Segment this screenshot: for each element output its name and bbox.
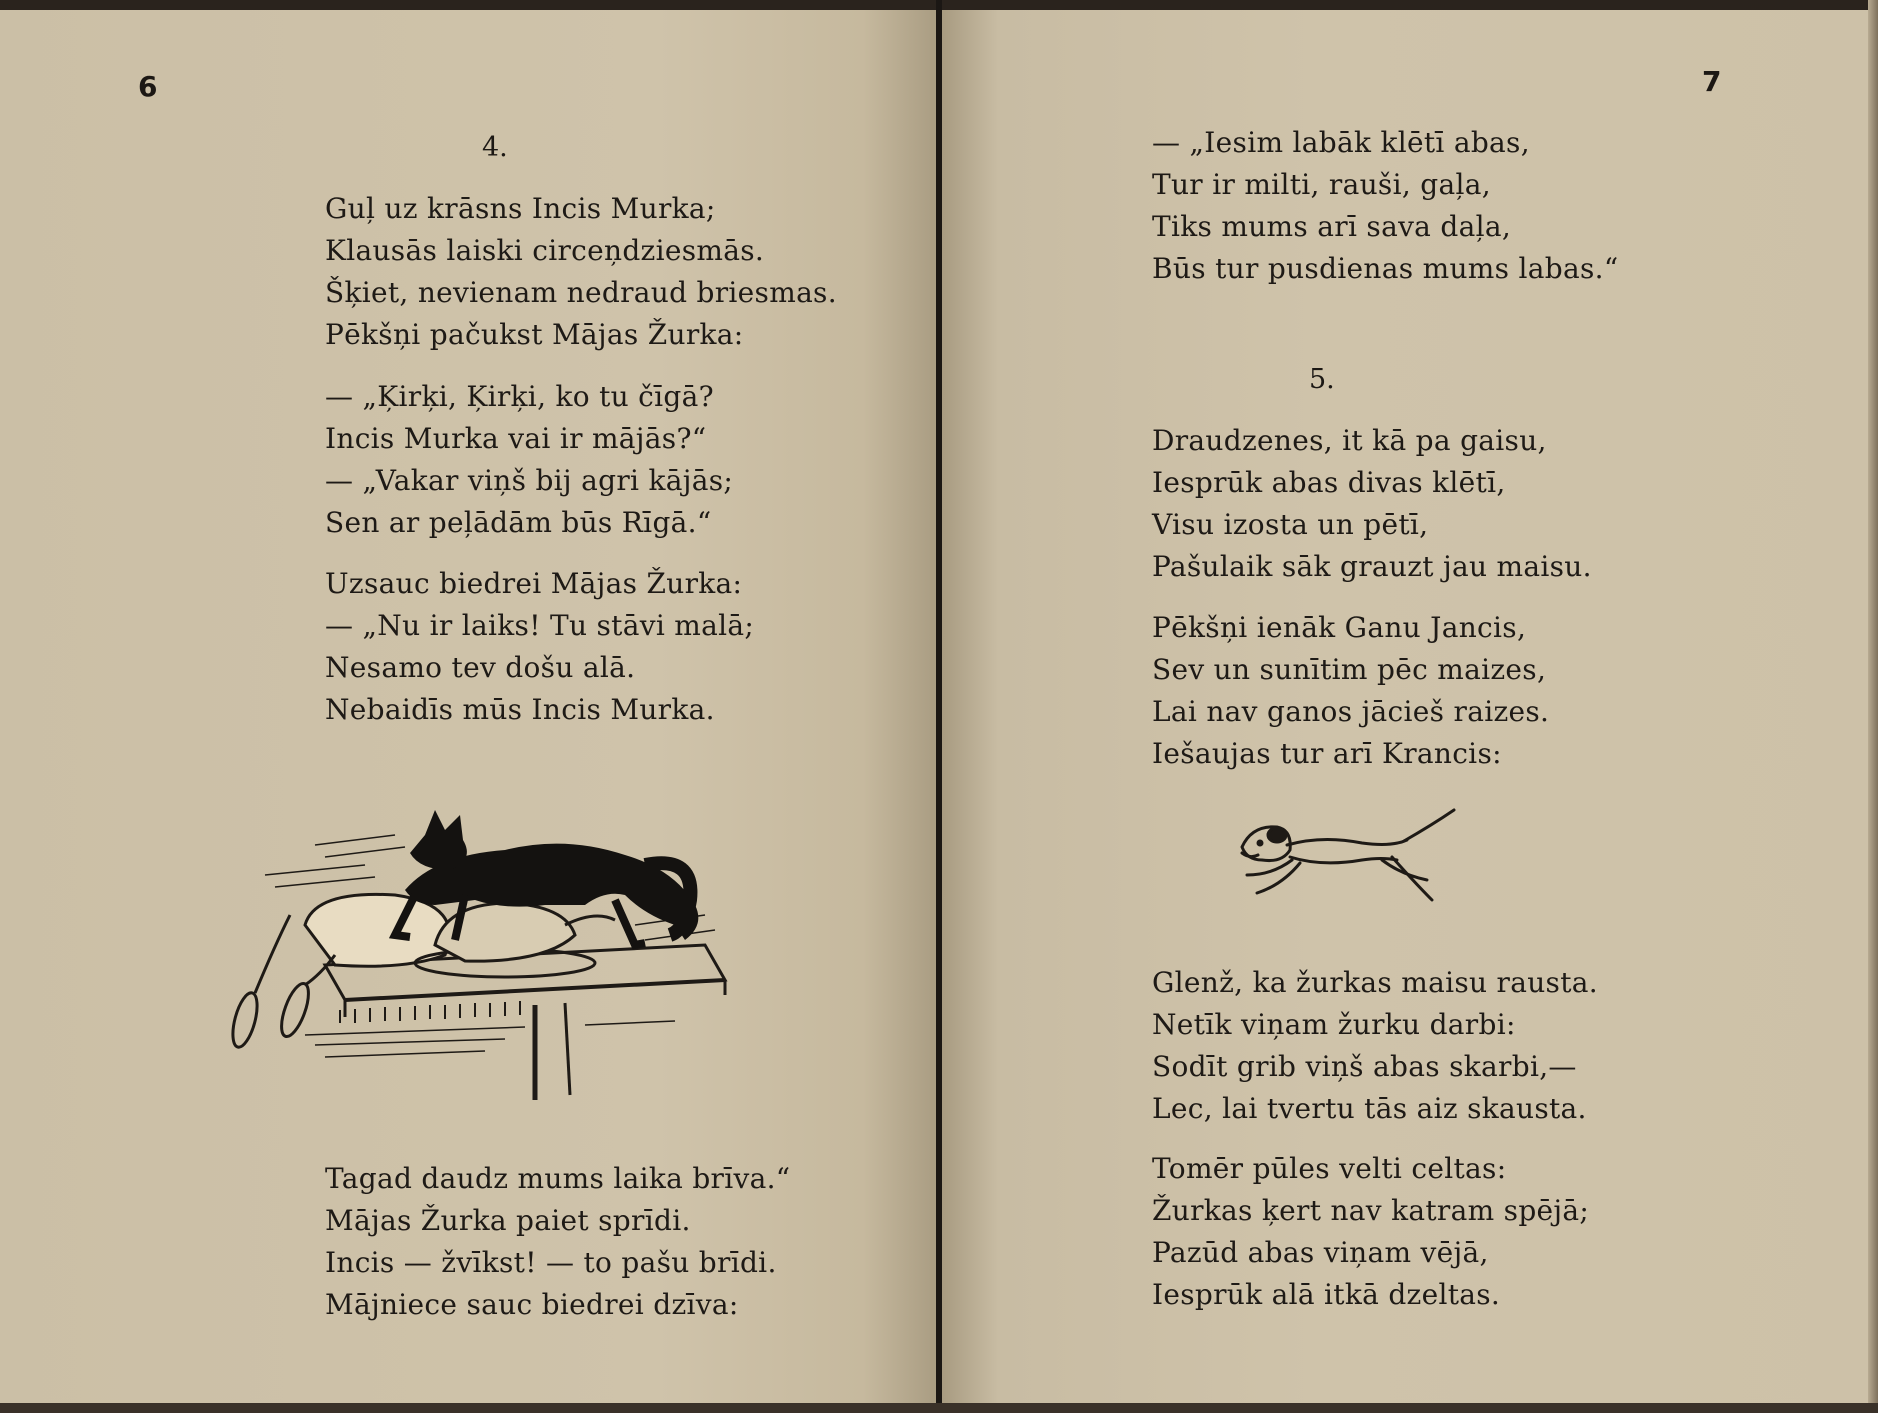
verse-line: Tagad daudz mums laika brīva.“	[325, 1162, 791, 1195]
stanza-left-2	[325, 376, 733, 544]
verse-line: Pēkšņi pačukst Mājas Žurka:	[325, 318, 744, 351]
stanza-right-1	[1152, 122, 1618, 290]
verse-line: Lec, lai tvertu tās aiz skausta.	[1152, 1092, 1587, 1125]
page-number-left: 6	[138, 70, 158, 103]
verse-line: Sen ar peļādām būs Rīgā.“	[325, 506, 712, 539]
verse-line: Mājniece sauc biedrei dzīva:	[325, 1288, 739, 1321]
verse-line: Iesprūk abas divas klētī,	[1152, 466, 1506, 499]
verse-line: Guļ uz krāsns Incis Murka;	[325, 192, 716, 225]
top-edge	[942, 0, 1878, 10]
verse-line: Pazūd abas viņam vējā,	[1152, 1236, 1489, 1269]
verse-line: Incis Murka vai ir mājās?“	[325, 422, 707, 455]
running-dog-icon	[1232, 805, 1462, 915]
verse-line: Sev un sunītim pēc maizes,	[1152, 653, 1547, 686]
verse-line: Žurkas ķert nav katram spējā;	[1152, 1194, 1590, 1227]
verse-line: — „Vakar viņš bij agri kājās;	[325, 464, 734, 497]
stanza-right-3	[1152, 607, 1549, 775]
verse-line: — „Ķirķi, Ķirķi, ko tu čīgā?	[325, 380, 714, 413]
verse-line: Nesamo tev došu alā.	[325, 651, 636, 684]
stanza-right-5	[1152, 1148, 1589, 1316]
verse-line: Lai nav ganos jācieš raizes.	[1152, 695, 1550, 728]
stanza-left-1	[325, 188, 837, 356]
verse-line: Netīk viņam žurku darbi:	[1152, 1008, 1516, 1041]
verse-line: Visu izosta un pētī,	[1152, 508, 1429, 541]
verse-line: Incis — žvīkst! — to pašu brīdi.	[325, 1246, 777, 1279]
stanza-right-2	[1152, 420, 1592, 588]
verse-line: — „Iesim labāk klētī abas,	[1152, 126, 1530, 159]
page-number-right: 7	[1702, 65, 1722, 98]
section-number-4: 4.	[482, 132, 508, 163]
verse-line: Pašulaik sāk grauzt jau maisu.	[1152, 550, 1592, 583]
verse-line: Būs tur pusdienas mums labas.“	[1152, 252, 1619, 285]
verse-line: Uzsauc biedrei Mājas Žurka:	[325, 567, 743, 600]
cat-leaping-onto-table-with-rats-icon	[205, 795, 845, 1115]
verse-line: Draudzenes, it kā pa gaisu,	[1152, 424, 1547, 457]
right-page	[942, 0, 1878, 1413]
top-edge	[0, 0, 938, 10]
verse-line: Iesprūk alā itkā dzeltas.	[1152, 1278, 1501, 1311]
bottom-edge	[0, 1403, 1878, 1413]
verse-line: Iešaujas tur arī Krancis:	[1152, 737, 1502, 770]
stanza-right-4	[1152, 962, 1598, 1130]
section-number-5: 5.	[1309, 364, 1335, 395]
verse-line: Mājas Žurka paiet sprīdi.	[325, 1204, 691, 1237]
verse-line: Sodīt grib viņš abas skarbi,—	[1152, 1050, 1577, 1083]
verse-line: Tur ir milti, rauši, gaļa,	[1152, 168, 1491, 201]
stanza-left-3	[325, 563, 754, 731]
left-page	[0, 0, 938, 1413]
verse-line: Nebaidīs mūs Incis Murka.	[325, 693, 715, 726]
verse-line: Pēkšņi ienāk Ganu Jancis,	[1152, 611, 1527, 644]
page-edge	[1868, 0, 1878, 1413]
stanza-left-4	[325, 1158, 790, 1326]
verse-line: Klausās laiski circeņdziesmās.	[325, 234, 765, 267]
verse-line: Glenž, ka žurkas maisu rausta.	[1152, 966, 1598, 999]
verse-line: Tomēr pūles velti celtas:	[1152, 1152, 1507, 1185]
verse-line: Tiks mums arī sava daļa,	[1152, 210, 1512, 243]
verse-line: Šķiet, nevienam nedraud briesmas.	[325, 276, 837, 309]
verse-line: — „Nu ir laiks! Tu stāvi malā;	[325, 609, 755, 642]
